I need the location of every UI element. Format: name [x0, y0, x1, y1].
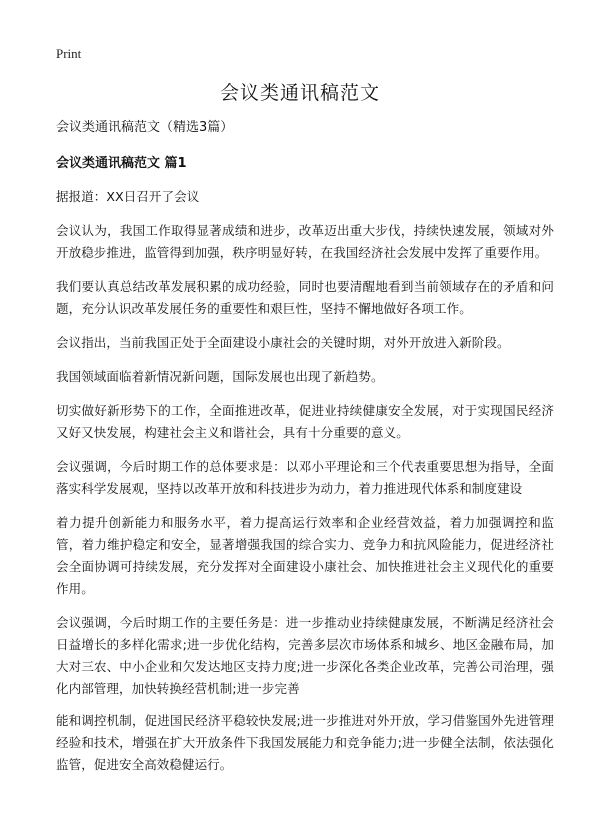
print-label[interactable]: Print — [56, 46, 82, 61]
document-body — [56, 118, 554, 788]
paragraph: 会议指出，当前我国正处于全面建设小康社会的关键时期，对外开放进入新阶段。 — [56, 335, 510, 350]
paragraph: 着力提升创新能力和服务水平，着力提高运行效率和企业经营效益，着力加强调控和监管，着力维护稳定和安全，显著增强我国的综合实力、竞争力和抗风险能力，促进经济社会全面协调可持续发展，充分发挥对全面建设小康社会、加快推进社会主义现代化的重要作用。 — [56, 515, 554, 596]
paragraph: 能和调控机制，促进国民经济平稳较快发展;进一步推进对外开放，学习借鉴国外先进管理经验和技术，增强在扩大开放条件下我国发展能力和竞争能力;进一步健全法制，依法强化监管，促进安全高效稳健运行。 — [56, 713, 554, 772]
paragraph: 会议强调，今后时期工作的总体要求是：以邓小平理论和三个代表重要思想为指导，全面落实科学发展观，坚持以改革开放和科技进步为动力，着力推进现代体系和制度建设 — [56, 459, 554, 496]
paragraph: 切实做好新形势下的工作，全面推进改革，促进业持续健康安全发展，对于实现国民经济又好又快发展，构建社会主义和谐社会，具有十分重要的意义。 — [56, 403, 554, 440]
document-subtitle: 会议类通讯稿范文（精选3篇） — [56, 120, 234, 135]
section-heading: 会议类通讯稿范文 篇1 — [56, 156, 187, 171]
paragraph: 会议强调，今后时期工作的主要任务是：进一步推动业持续健康发展，不断满足经济社会日益增长的多样化需求;进一步优化结构，完善多层次市场体系和城乡、地区金融布局，加大对三农、中小企业和欠发达地区支持力度;进一步深化各类企业改革，完善公司治理，强化内部管理，加快转换经营机制;进一步完善 — [56, 615, 554, 696]
paragraph: 我国领域面临着新情况新问题，国际发展也出现了新趋势。 — [56, 369, 384, 384]
document-title: 会议类通讯稿范文 — [219, 82, 380, 104]
paragraph: 会议认为，我国工作取得显著成绩和进步，改革迈出重大步伐，持续快速发展，领域对外开放稳步推进，监管得到加强，秩序明显好转，在我国经济社会发展中发挥了重要作用。 — [56, 223, 554, 260]
paragraph: 我们要认真总结改革发展积累的成功经验，同时也要清醒地看到当前领域存在的矛盾和问题，充分认识改革发展任务的重要性和艰巨性，坚持不懈地做好各项工作。 — [56, 279, 554, 316]
paragraph: 据报道：XX日召开了会议 — [56, 189, 200, 204]
